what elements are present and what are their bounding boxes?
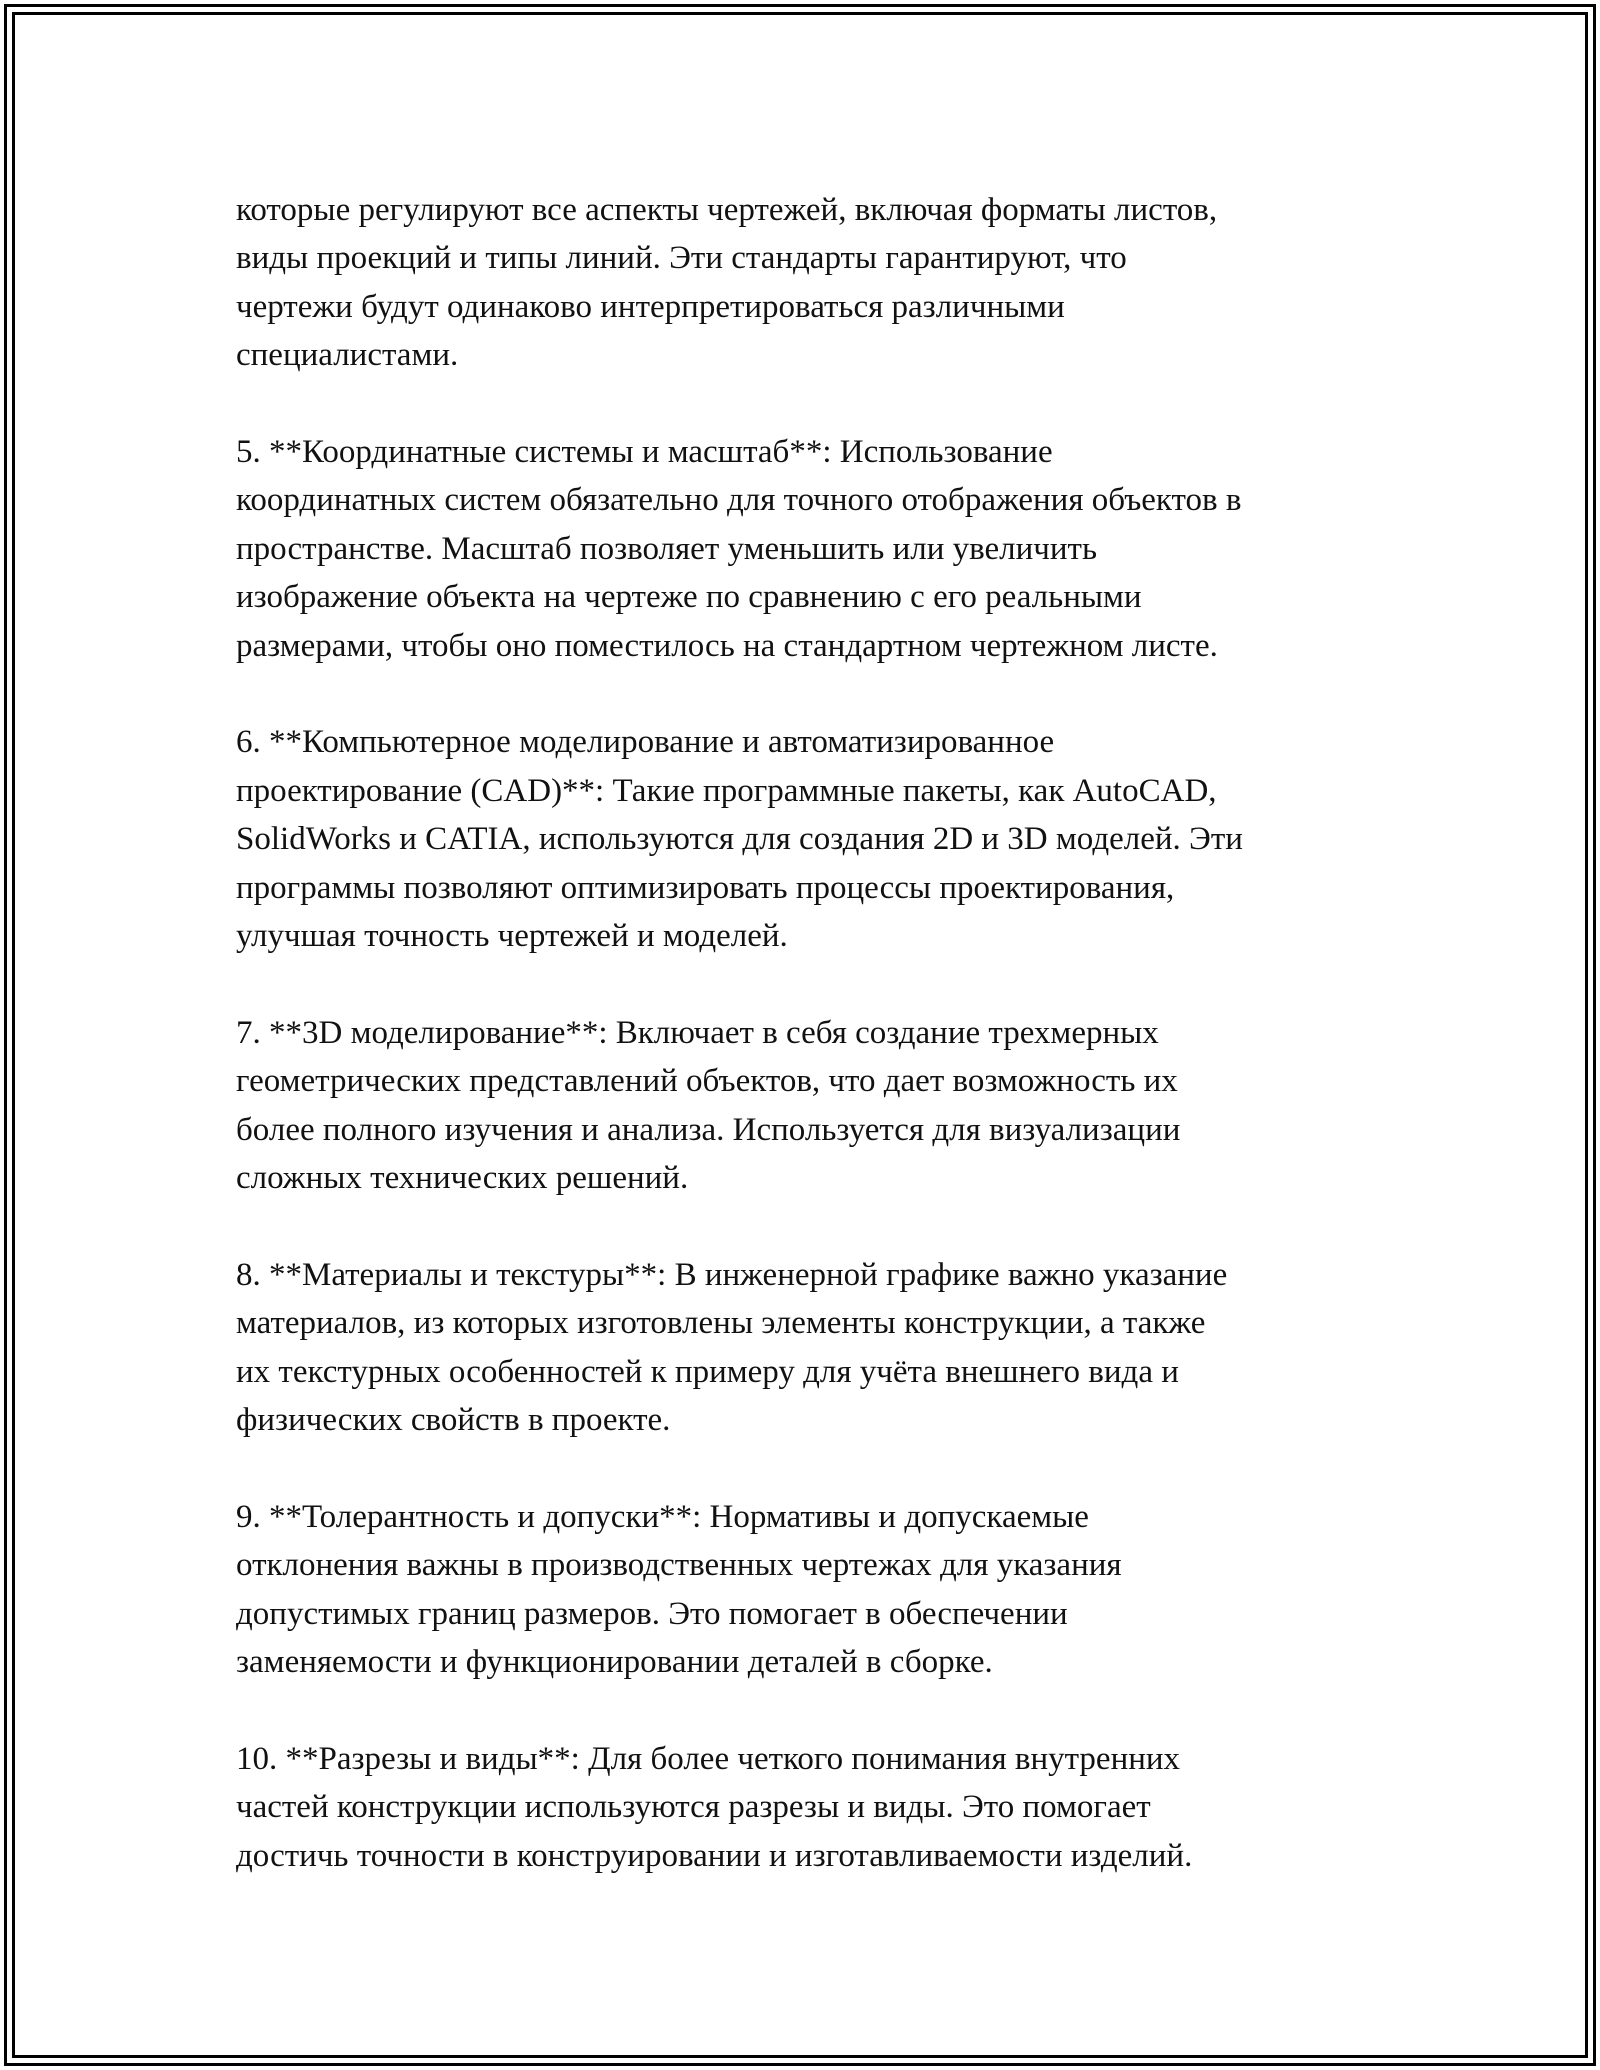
list-item-cad: 6. **Компьютерное моделирование и автоматизированное проектирование (CAD)**: Такие программные пакеты, как AutoCAD, SolidWorks и CATIA, используются для создания 2D и 3D моделей. Эти программы позволяют оптимизировать процессы проектирования, улучшая точность чертежей и моделей. xyxy=(236,724,1243,955)
list-item-coordinate-systems: 5. **Координатные системы и масштаб**: Использование координатных систем обязательно для точного отображения объектов в пространстве. Масштаб позволяет уменьшить или увеличить изображение объекта на чертеже по сравнению с его реальными размерами, чтобы оно поместилось на стандартном чертежном листе. xyxy=(236,434,1242,664)
list-item-3d-modeling: 7. **3D моделирование**: Включает в себя создание трехмерных геометрических представлений объектов, что дает возможность их более полного изучения и анализа. Используется для визуализации сложных технических решений. xyxy=(236,1014,1181,1197)
list-item-sections: 10. **Разрезы и виды**: Для более четкого понимания внутренних частей конструкции используются разрезы и виды. Это помогает достичь точности в конструировании и изготавливаемости изделий. xyxy=(236,1740,1193,1874)
document-body xyxy=(236,186,1396,1880)
list-item-materials: 8. **Материалы и текстуры**: В инженерной графике важно указание материалов, из которых изготовлены элементы конструкции, а также их текстурных особенностей к примеру для учёта внешнего вида и физических свойств в проекте. xyxy=(236,1256,1228,1439)
paragraph-continuation: которые регулируют все аспекты чертежей, включая форматы листов, виды проекций и типы линий. Эти стандарты гарантируют, что чертежи будут одинаково интерпретироваться различными специалистами. xyxy=(236,192,1218,374)
list-item-tolerances: 9. **Толерантность и допуски**: Нормативы и допускаемые отклонения важны в производственных чертежах для указания допустимых границ размеров. Это помогает в обеспечении заменяемости и функционировании деталей в сборке. xyxy=(236,1498,1122,1681)
